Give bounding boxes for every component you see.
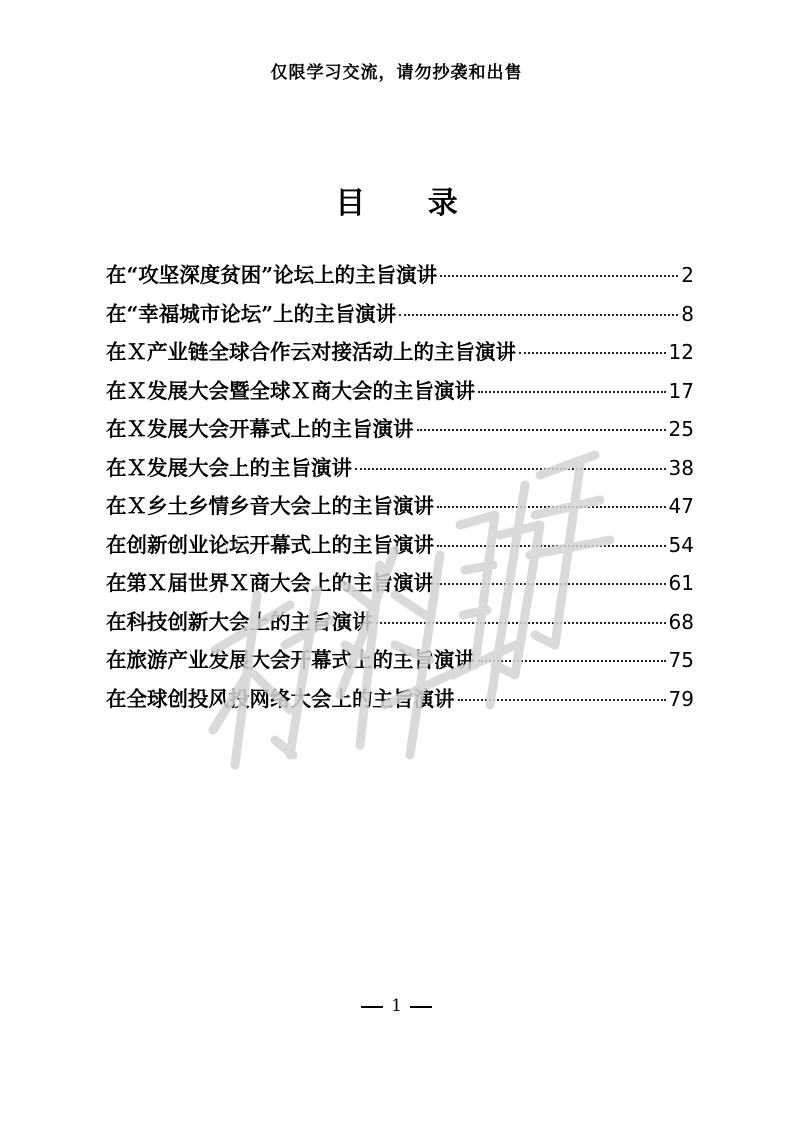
- toc-entry-title: 在Ｘ产业链全球合作云对接活动上的主旨演讲: [106, 340, 516, 364]
- toc-leader-dots: [376, 622, 666, 624]
- toc-entry-page: 47: [668, 494, 694, 518]
- toc-entry-page: 79: [668, 686, 694, 711]
- toc-entry-title: 在“幸福城市论坛”上的主旨演讲: [106, 301, 397, 326]
- toc-leader-dots: [478, 660, 666, 662]
- toc-entry[interactable]: [106, 682, 694, 721]
- toc-entry-page: 38: [668, 455, 694, 480]
- toc-entry-title: 在Ｘ乡土乡情乡音大会上的主旨演讲: [106, 494, 434, 518]
- toc-entry[interactable]: [106, 412, 694, 451]
- toc-leader-dots: [437, 506, 666, 508]
- toc-leader-dots: [355, 468, 666, 470]
- toc-entry-title: 在Ｘ发展大会开幕式上的主旨演讲: [106, 417, 414, 441]
- toc-leader-dots: [519, 352, 666, 354]
- toc-entry[interactable]: [106, 335, 694, 374]
- toc-entry-title: 在创新创业论坛开幕式上的主旨演讲: [106, 532, 434, 557]
- toc-entry-page: 68: [668, 609, 694, 634]
- toc-entry-title: 在“攻坚深度贫困”论坛上的主旨演讲: [106, 263, 438, 287]
- toc-entry-title: 在第Ｘ届世界Ｘ商大会上的主旨演讲: [106, 571, 434, 595]
- toc-entry-page: 8: [681, 301, 694, 326]
- toc-entry[interactable]: [106, 451, 694, 490]
- page-number-value: 1: [391, 996, 402, 1016]
- toc-entry[interactable]: [106, 605, 694, 644]
- toc-entry[interactable]: [106, 643, 694, 682]
- toc-entry[interactable]: [106, 566, 694, 605]
- footer-dash-left: [361, 1006, 383, 1008]
- toc-entry-page: 17: [668, 378, 694, 403]
- toc-entry-title: 在旅游产业发展大会开幕式上的主旨演讲: [106, 648, 475, 672]
- header-note: 仅限学习交流，请勿抄袭和出售: [270, 63, 523, 83]
- toc-entry-title: 在Ｘ发展大会上的主旨演讲: [106, 455, 352, 480]
- toc-leader-dots: [437, 545, 666, 547]
- toc-entry-page: 25: [668, 417, 694, 441]
- toc-entry[interactable]: [106, 297, 694, 336]
- toc-title: 目 录: [335, 186, 484, 221]
- toc-entry-title: 在科技创新大会上的主旨演讲: [106, 609, 373, 634]
- toc-entry[interactable]: [106, 374, 694, 413]
- toc-list: [106, 258, 694, 720]
- toc-entry-page: 61: [668, 571, 694, 595]
- toc-leader-dots: [437, 583, 666, 585]
- toc-leader-dots: [399, 314, 678, 316]
- toc-leader-dots: [458, 699, 666, 701]
- toc-entry[interactable]: [106, 489, 694, 528]
- toc-leader-dots: [440, 275, 678, 277]
- toc-entry-title: 在全球创投风投网络大会上的主旨演讲: [106, 686, 455, 711]
- toc-entry[interactable]: [106, 258, 694, 297]
- toc-entry-title: 在Ｘ发展大会暨全球Ｘ商大会的主旨演讲: [106, 378, 475, 403]
- toc-entry-page: 2: [681, 263, 694, 287]
- toc-entry-page: 12: [668, 340, 694, 364]
- page-number: [0, 996, 793, 1016]
- toc-leader-dots: [417, 429, 666, 431]
- toc-entry-page: 75: [668, 648, 694, 672]
- toc-entry-page: 54: [668, 532, 694, 557]
- toc-entry[interactable]: [106, 528, 694, 567]
- toc-leader-dots: [478, 391, 666, 393]
- footer-dash-right: [410, 1006, 432, 1008]
